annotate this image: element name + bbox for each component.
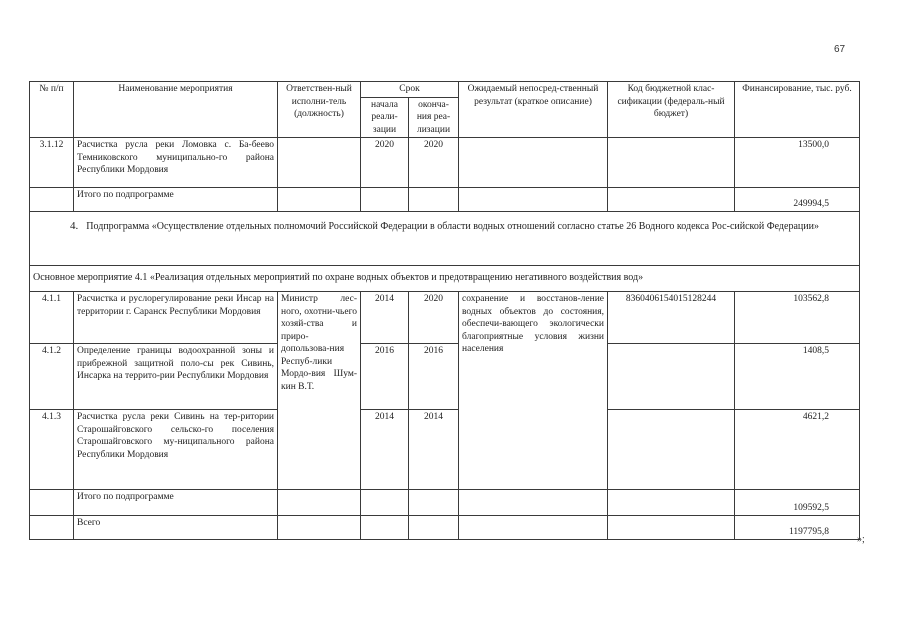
row-num: 4.1.3 bbox=[30, 410, 74, 490]
header-num: № п/п bbox=[30, 82, 74, 138]
row-name: Расчистка русла реки Сивинь на тер-ритории Старошайговского сельско-го поселения Старошайговского му-ниципального района Республики Мордовия bbox=[74, 410, 278, 490]
table-row bbox=[30, 344, 860, 410]
total-label: Всего bbox=[74, 516, 278, 540]
subprogram-number: 4. bbox=[70, 220, 79, 232]
row-num: 3.1.12 bbox=[30, 138, 74, 188]
subtotal-num bbox=[30, 188, 74, 212]
row-result bbox=[459, 138, 608, 188]
row-financing: 4621,2 bbox=[735, 410, 860, 490]
subtotal-financing: 249994,5 bbox=[735, 188, 860, 212]
main-event-title: Основное мероприятие 4.1 «Реализация отдельных мероприятий по охране водных объектов и предотвращению негативного воздействия вод» bbox=[30, 266, 860, 292]
row-financing: 103562,8 bbox=[735, 292, 860, 344]
subprogram-text: Подпрограмма «Осуществление отдельных полномочий Российской Федерации в области водных отношений согласно статье 26 Водного кодекса Рос-сийской Федерации» bbox=[86, 221, 819, 232]
row-num: 4.1.2 bbox=[30, 344, 74, 410]
subtotal-label: Итого по подпрограмме bbox=[74, 188, 278, 212]
row-name: Определение границы водоохранной зоны и прибрежной защитной поло-сы рек Сивинь, Инсарка на террито-рии Республики Мордовия bbox=[74, 344, 278, 410]
row-name: Расчистка русла реки Ломовка с. Ба-беево Темниковского муниципально-го района Республики Мордовия bbox=[74, 138, 278, 188]
subtotal-financing: 109592,5 bbox=[735, 490, 860, 516]
header-term-end: оконча-ния реа-лизации bbox=[409, 97, 459, 138]
row-start: 2020 bbox=[361, 138, 409, 188]
financing-table bbox=[29, 81, 860, 540]
header-responsible: Ответствен-ный исполни-тель (должность) bbox=[278, 82, 361, 138]
row-end: 2020 bbox=[409, 138, 459, 188]
header-result: Ожидаемый непосред-ственный результат (краткое описание) bbox=[459, 82, 608, 138]
row-name: Расчистка и руслорегулирование реки Инсар на территории г. Саранск Республики Мордовия bbox=[74, 292, 278, 344]
subtotal-row bbox=[30, 188, 860, 212]
row-budget-code bbox=[608, 138, 735, 188]
header-term-start: начала реали-зации bbox=[361, 97, 409, 138]
table-row bbox=[30, 410, 860, 490]
row-financing: 13500,0 bbox=[735, 138, 860, 188]
row-end: 2020 bbox=[409, 292, 459, 344]
header-financing: Финансирование, тыс. руб. bbox=[735, 82, 860, 138]
budget-code-cell: 8360406154015128244 bbox=[608, 292, 735, 344]
row-start: 2016 bbox=[361, 344, 409, 410]
row-end: 2014 bbox=[409, 410, 459, 490]
main-event-row bbox=[30, 266, 860, 292]
header-term: Срок bbox=[361, 82, 459, 98]
row-start: 2014 bbox=[361, 410, 409, 490]
result-cell: сохранение и восстанов-ление водных объектов до состояния, обеспечи-вающего экологически благоприятные условия жизни населения bbox=[459, 292, 608, 490]
row-end: 2016 bbox=[409, 344, 459, 410]
table-row bbox=[30, 292, 860, 344]
page-number: 67 bbox=[834, 44, 846, 55]
total-financing: 1197795,8 bbox=[735, 516, 860, 540]
subprogram-title bbox=[30, 212, 860, 266]
header-budget-code: Код бюджетной клас-сификации (федераль-ный бюджет) bbox=[608, 82, 735, 138]
subtotal-label: Итого по подпрограмме bbox=[74, 490, 278, 516]
closing-quote-mark: »; bbox=[857, 534, 865, 545]
row-start: 2014 bbox=[361, 292, 409, 344]
row-financing: 1408,5 bbox=[735, 344, 860, 410]
row-num: 4.1.1 bbox=[30, 292, 74, 344]
table-row bbox=[30, 138, 860, 188]
subprogram-row bbox=[30, 212, 860, 266]
header-row bbox=[30, 82, 860, 98]
responsible-cell: Министр лес-ного, охотни-чьего хозяй-ства и приро-допользова-ния Респуб-лики Мордо-вия Шум-кин В.Т. bbox=[278, 292, 361, 490]
total-row bbox=[30, 516, 860, 540]
row-responsible bbox=[278, 138, 361, 188]
row-budget-code bbox=[608, 344, 735, 410]
row-budget-code bbox=[608, 410, 735, 490]
header-name: Наименование мероприятия bbox=[74, 82, 278, 138]
subtotal-row bbox=[30, 490, 860, 516]
